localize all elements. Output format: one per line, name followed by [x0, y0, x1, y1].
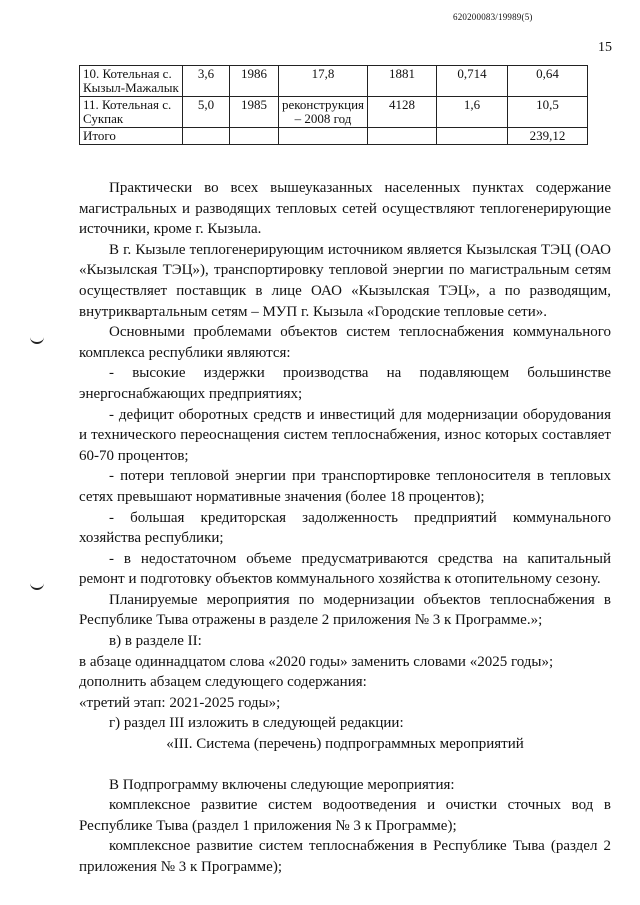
page-number: 15 [598, 40, 612, 55]
table-cell: 239,12 [508, 128, 588, 145]
table-cell: реконструкция – 2008 год [279, 97, 368, 128]
table-cell [230, 128, 279, 145]
document-body [79, 178, 611, 878]
table-cell: 1985 [230, 97, 279, 128]
table-cell: 0,64 [508, 66, 588, 97]
table-row [80, 66, 588, 97]
table-cell: 5,0 [183, 97, 230, 128]
list-item: - в недостаточном объеме предусматриваются средства на капитальный ремонт и подготовку объектов коммунального хозяйства к отопительному сезону. [79, 550, 611, 588]
margin-tick-mark [30, 336, 44, 344]
table-cell: 10. Котельная с. Кызыл-Мажалык [80, 66, 183, 97]
document-id: 620200083/19989(5) [453, 12, 533, 22]
list-item: - дефицит оборотных средств и инвестиций для модернизации оборудования и технического переоснащения систем теплоснабжения, износ которых составляет 60-70 процентов; [79, 406, 611, 464]
table-cell: 0,714 [437, 66, 508, 97]
list-item: - высокие издержки производства на подавляющем большинстве энергоснабжающих предприятиях; [79, 365, 611, 402]
table-cell [183, 128, 230, 145]
table-row [80, 97, 588, 128]
table-cell: 1986 [230, 66, 279, 97]
paragraph: Практически во всех вышеуказанных населенных пунктах содержание магистральных и разводящих тепловых сетей осуществляют теплогенерирующие источники, кроме г. Кызыла. [79, 180, 611, 238]
table-cell: 4128 [368, 97, 437, 128]
paragraph: комплексное развитие систем теплоснабжения в Республике Тыва (раздел 2 приложения № 3 к Программе); [79, 838, 611, 875]
list-item: - потери тепловой энергии при транспортировке теплоносителя в тепловых сетях превышают нормативные значения (более 18 процентов); [79, 468, 611, 505]
table-cell [437, 128, 508, 145]
table-row [80, 128, 588, 145]
table-cell: 1,6 [437, 97, 508, 128]
paragraph: В Подпрограмму включены следующие мероприятия: [109, 776, 455, 793]
section-heading: «III. Система (перечень) подпрограммных мероприятий [166, 736, 524, 753]
table-cell [368, 128, 437, 145]
table-cell: 10,5 [508, 97, 588, 128]
paragraph: в) в разделе II: [109, 633, 202, 650]
paragraph: г) раздел III изложить в следующей редакции: [109, 715, 404, 732]
paragraph: в абзаце одиннадцатом слова «2020 годы» заменить словами «2025 годы»; [79, 653, 554, 670]
paragraph: комплексное развитие систем водоотведения и очистки сточных вод в Республике Тыва (раздел 1 приложения № 3 к Программе); [79, 797, 611, 834]
table-cell: 11. Котельная с. Сукпак [80, 97, 183, 128]
paragraph: дополнить абзацем следующего содержания: [79, 674, 367, 691]
table-cell [279, 128, 368, 145]
table-cell: 3,6 [183, 66, 230, 97]
paragraph: Планируемые мероприятия по модернизации объектов теплоснабжения в Республике Тыва отражены в разделе 2 приложения № 3 к Программе.»; [79, 591, 611, 629]
table-cell: 17,8 [279, 66, 368, 97]
margin-tick-mark [30, 582, 44, 590]
paragraph: В г. Кызыле теплогенерирующим источником является Кызылская ТЭЦ (ОАО «Кызылская ТЭЦ»), транспортировку тепловой энергии по магистральным сетям осуществляет поставщик в лице ОАО «Кызылская ТЭЦ», а по разводящим, внутриквартальным сетям – МУП г. Кызыла «Городские тепловые сети». [79, 241, 611, 320]
paragraph: «третий этап: 2021-2025 годы»; [79, 694, 281, 711]
table-cell: Итого [80, 128, 183, 145]
paragraph: Основными проблемами объектов систем теплоснабжения коммунального комплекса республики являются: [79, 324, 611, 361]
boiler-table [79, 65, 588, 145]
table-cell: 1881 [368, 66, 437, 97]
list-item: - большая кредиторская задолженность предприятий коммунального хозяйства республики; [79, 509, 611, 547]
